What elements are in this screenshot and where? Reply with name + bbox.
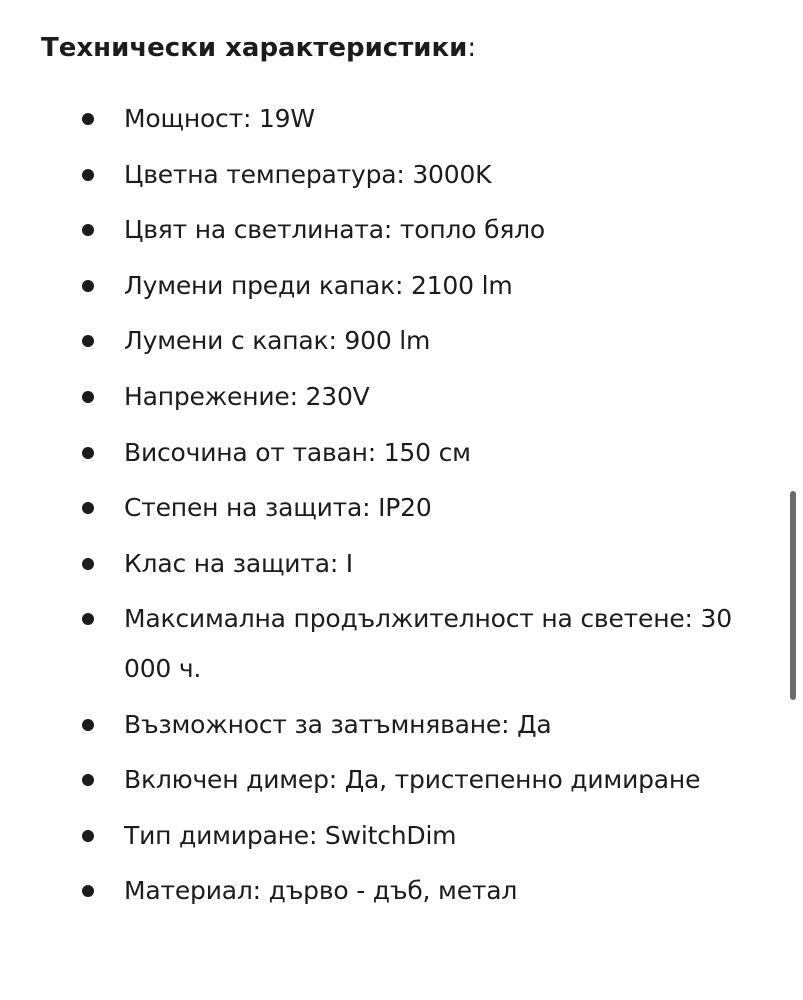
bullet-dot-icon: [82, 558, 94, 570]
bullet-dot-icon: [82, 224, 94, 236]
spec-item-text: Височина от таван: 150 см: [124, 437, 471, 467]
page-title: [41, 30, 476, 66]
bullet-dot-icon: [82, 502, 94, 514]
spec-item-lumens-with-cover: [0, 316, 803, 366]
spec-item-power: [0, 94, 803, 144]
spec-item-text: Цвят на светлината: топло бяло: [124, 215, 546, 245]
spec-item-height-from-ceiling: [0, 428, 803, 478]
bullet-dot-icon: [82, 885, 94, 897]
spec-item-text: Възможност за затъмняване: Да: [124, 709, 552, 739]
spec-item-text: Степен на защита: IP20: [124, 493, 432, 523]
spec-item-lumens-without-cover: [0, 261, 803, 311]
vertical-scrollbar-thumb[interactable]: [790, 491, 796, 700]
spec-item-dimming-type: [0, 811, 803, 861]
spec-item-protection-class: [0, 539, 803, 589]
spec-item-light-color: [0, 205, 803, 255]
spec-item-ingress-protection: [0, 483, 803, 533]
spec-item-text: Мощност: 19W: [124, 104, 315, 133]
bullet-dot-icon: [82, 391, 94, 403]
spec-item-dimmable: [0, 700, 803, 750]
bullet-dot-icon: [82, 774, 94, 786]
bullet-dot-icon: [82, 169, 94, 181]
spec-item-text: Лумени с капак: 900 lm: [124, 326, 431, 356]
bullet-dot-icon: [82, 335, 94, 347]
spec-item-text: Материал: дърво - дъб, метал: [124, 876, 518, 906]
spec-item-lifetime: [0, 594, 803, 693]
specifications-list: [0, 94, 803, 922]
page-title-colon: :: [467, 33, 477, 63]
bullet-dot-icon: [82, 613, 94, 625]
bullet-dot-icon: [82, 447, 94, 459]
spec-item-material: [0, 866, 803, 916]
spec-item-text: Клас на защита: I: [124, 548, 353, 578]
spec-item-color-temperature: [0, 150, 803, 200]
bullet-dot-icon: [82, 719, 94, 731]
spec-item-text: Напрежение: 230V: [124, 381, 370, 411]
spec-item-dimmer-included: [0, 755, 803, 805]
spec-item-text: Включен димер: Да, тристепенно димиране: [124, 765, 701, 795]
spec-item-text: Тип димиране: SwitchDim: [124, 820, 457, 850]
bullet-dot-icon: [82, 830, 94, 842]
spec-item-voltage: [0, 372, 803, 422]
bullet-dot-icon: [82, 280, 94, 292]
page-title-text: Технически характеристики: [41, 33, 468, 63]
spec-item-text: Цветна температура: 3000K: [124, 159, 492, 189]
bullet-dot-icon: [82, 113, 94, 125]
spec-item-text: Лумени преди капак: 2100 lm: [124, 270, 513, 300]
spec-item-text: Максимална продължителност на светене: 30 000 ч.: [124, 604, 732, 683]
